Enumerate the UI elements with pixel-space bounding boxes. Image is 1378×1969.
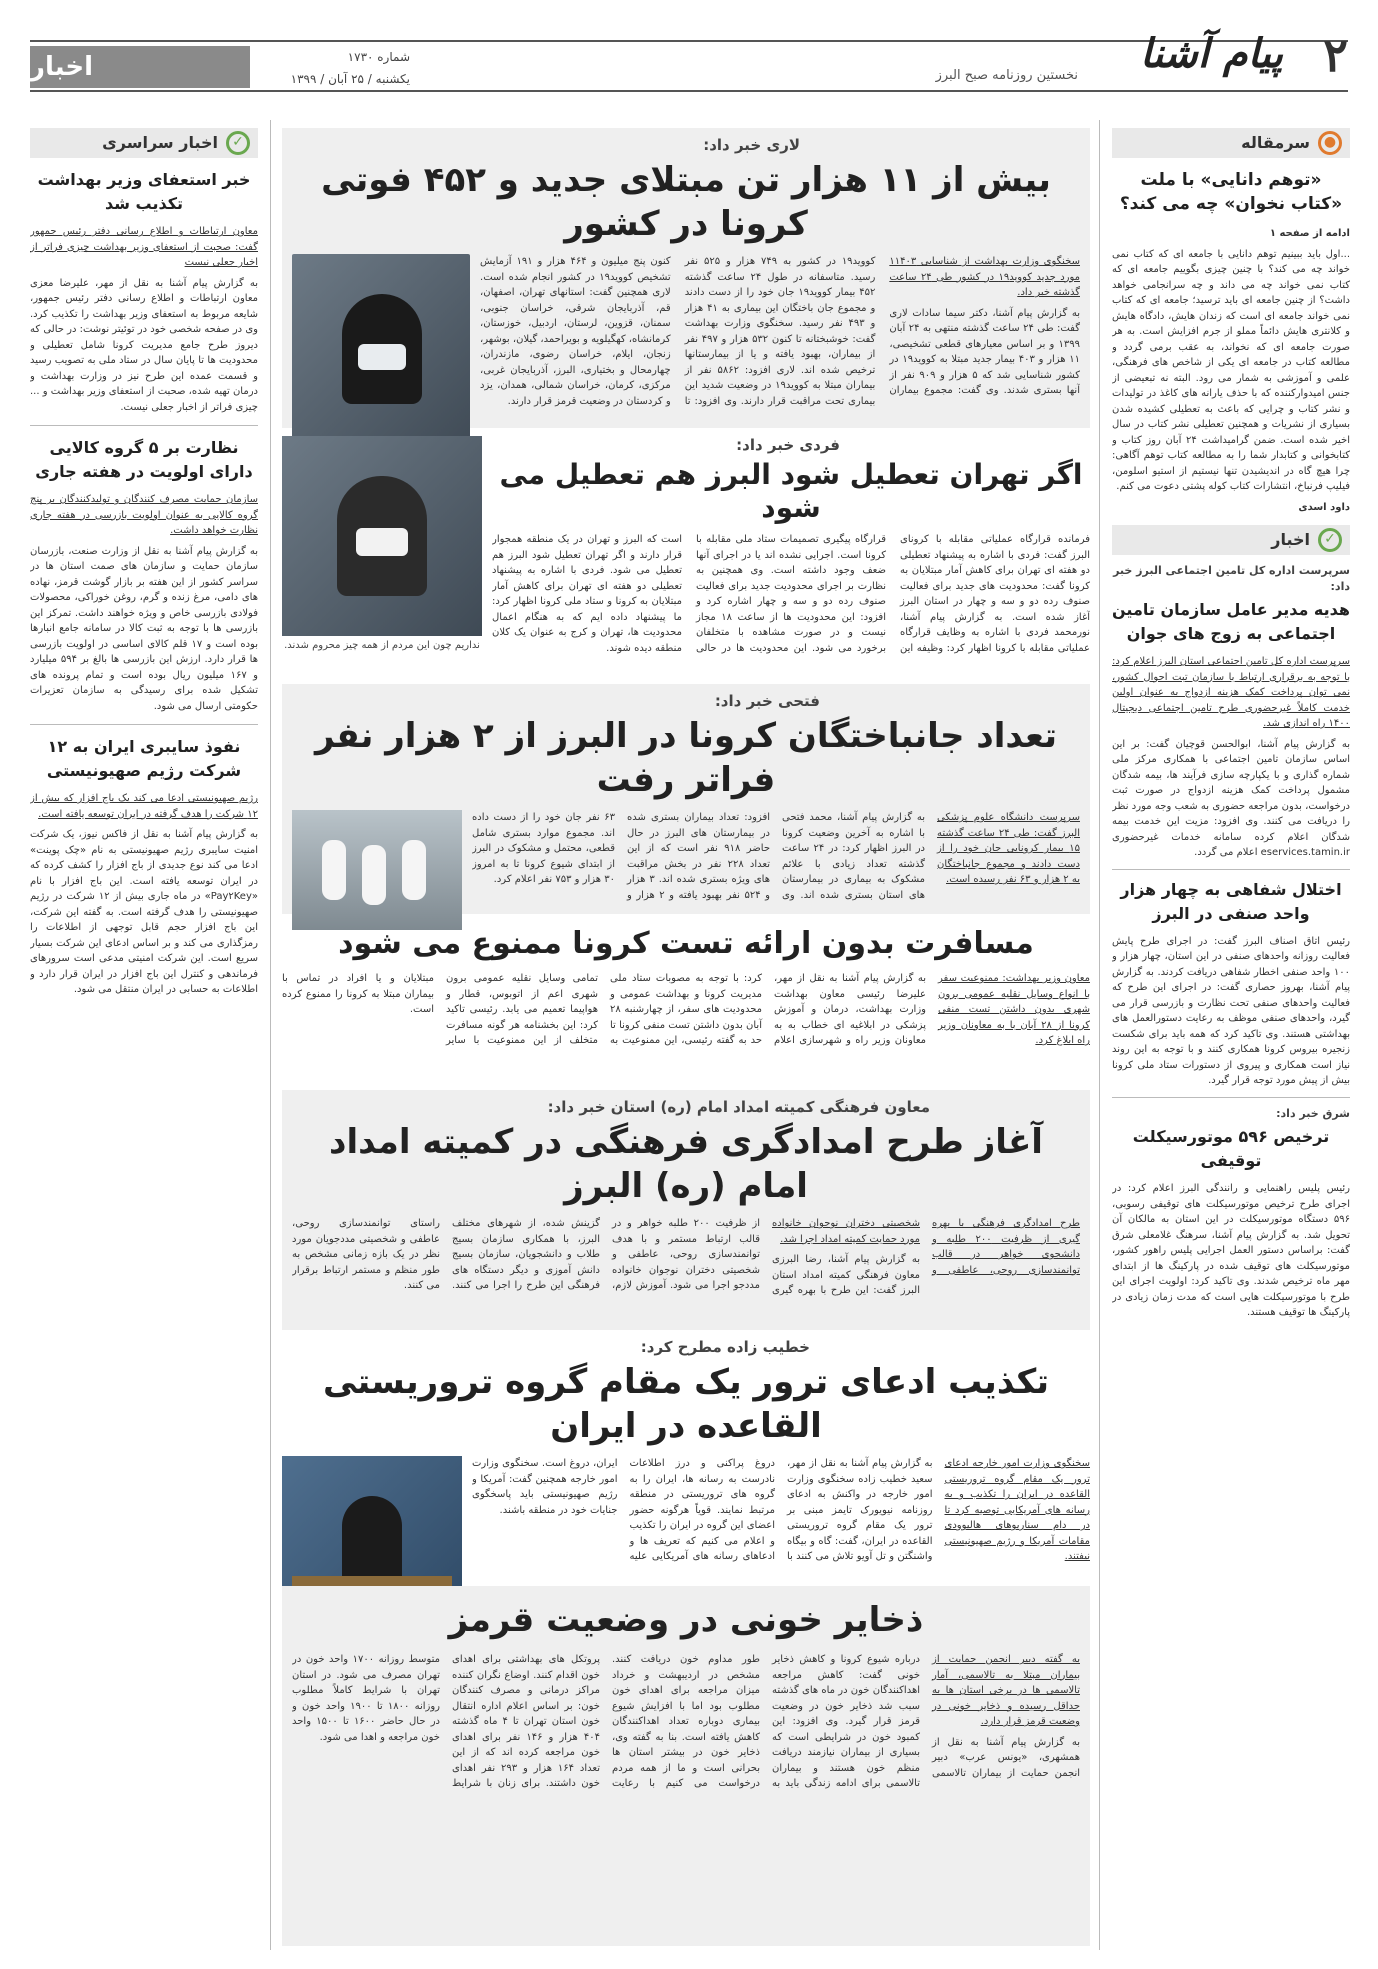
fathi-kicker: فتحی خبر داد: bbox=[714, 692, 820, 710]
hazmat-figure bbox=[362, 845, 386, 905]
lari-text bbox=[480, 254, 1080, 454]
story3-title: ترخیص ۵۹۶ موتورسیکلت توقیفی bbox=[1132, 1127, 1330, 1170]
fathi-body: به گزارش پیام آشنا، محمد فتحی با اشاره به آخرین وضعیت کرونا در البرز اظهار کرد: در ۲۴ ساعت گذشته تعداد زیادی با علائم مشکوک به بیماری در بیمارستان های استان بستری شده اند. وی افزود: تعداد بیماران بستری شده در بیمارستان های البرز در حال حاضر ۹۱۸ نفر است که از این تعداد ۲۲۸ نفر در بخش مراقبت های ویژه بستری شده اند. ۳ هزار و ۵۲۴ نفر بهبود یافته و ۲ هزار و ۶۳ نفر جان خود را از دست داده اند. مجموع موارد بستری شامل قطعی، محتمل و مشکوک در البرز از ابتدای شیوع کرونا تا به امروز ۳۰ هزار و ۷۵۳ نفر اعلام کرد. bbox=[472, 812, 925, 901]
right-column bbox=[1112, 128, 1350, 1948]
travel-story bbox=[282, 922, 1090, 1082]
lari-title: بیش از ۱۱ هزار تن مبتلای جدید و ۴۵۲ فوتی کرونا در کشور bbox=[321, 160, 1051, 244]
fathi-intro: سرپرست دانشگاه علوم پزشکی البرز گفت: طی ۲۴ ساعت گذشته ۱۵ بیمار کرونایی جان خود را از دست دادند و مجموع جانباختگان به ۲ هزار و ۶۳ نفر رسیده است. bbox=[937, 812, 1080, 885]
fardi-story bbox=[282, 436, 1090, 676]
check-icon: ✓ bbox=[226, 131, 250, 155]
travel-body: به گزارش پیام آشنا به نقل از مهر، علیرضا رئیسی معاون بهداشت وزارت بهداشت، درمان و آموزش پزشکی در ابلاغیه ای خطاب به به معاونان وزیر راه و شهرسازی اعلام کرد: با توجه به مصوبات ستاد ملی مدیریت کرونا و بهداشت عمومی و محدودیت های سفر، از چهارشنبه ۲۸ آبان بدون داشتن تست منفی کرونا تا حد به گفته رئیسی، این ممنوعیت به تمامی وسایل نقلیه عمومی برون شهری اعم از اتوبوس، قطار و هواپیما تعمیم می یابد. رئیسی تاکید کرد: این بخشنامه هر گونه مسافرت متخلف از این ممنوعیت با سایر مبتلایان و یا افراد در تماس با بیماران مبتلا به کرونا را ممنوع کرده است. bbox=[282, 973, 926, 1046]
khatib-body: به گزارش پیام آشنا به نقل از مهر، سعید خطیب زاده سخنگوی وزارت امور خارجه در واکنش به ادعای روزنامه نیویورک تایمز مبنی بر ترور یک مقام گروه تروریستی القاعده در ایران، گفت: گاه و بیگاه واشنگتن و تل آویو تلاش می کنند با دروغ پراکنی و درز اطلاعات نادرست به رسانه ها، ایران را به گروه های تروریستی در منطقه مرتبط نمایند. قویاً هرگونه حضور اعضای این گروه در ایران را تکذیب و اعلام می کنیم که تعریف ها و ادعاهای رسانه های آمریکایی علیه ایران، دروغ است. سخنگوی وزارت امور خارجه همچنین گفت: آمریکا و رژیم صهیونیستی باید پاسخگوی جنایات خود در منطقه باشند. bbox=[472, 1458, 933, 1562]
lari-intro: سخنگوی وزارت بهداشت از شناسایی ۱۱۴۰۳ مورد جدید کووید۱۹ در کشور طی ۲۴ ساعت گذشته خبر داد. bbox=[889, 256, 1080, 298]
left-column bbox=[30, 128, 258, 1948]
imdad-title: آغاز طرح امدادگری فرهنگی در کمیته امداد امام (ره) البرز bbox=[329, 1122, 1043, 1206]
national-news-header bbox=[30, 128, 258, 158]
newspaper-logo: پیام آشنا bbox=[1140, 30, 1283, 77]
fathi-photo bbox=[292, 810, 462, 930]
imdad-body: به گزارش پیام آشنا، رضا البرزی معاون فرهنگی کمیته امداد استان البرز گفت: این طرح با بهره گیری از ظرفیت ۲۰۰ طلبه خواهر و در قالب ارتباط مستمر و با هدف توانمندسازی روحی، عاطفی و شخصیتی دختران نوجوان خانواده مددجو اجرا می شود. آموزش لازم، گزینش شده، از شهرهای مختلف البرز، با همکاری سازمان بسیج طلاب و دانشجویان، سازمان بسیج دانش آموزی و دیگر دستگاه های فرهنگی این طرح را اجرا می کنند. راستای توانمندسازی روحی، عاطفی و شخصیتی مددجویان مورد نظر در یک بازه زمانی مشخص به طور منظم و مستمر ارتباط برقرار می کنند. bbox=[292, 1218, 920, 1296]
issue-number: شماره ۱۷۳۰ bbox=[347, 50, 410, 64]
divider bbox=[30, 724, 258, 725]
fathi-story bbox=[282, 684, 1090, 914]
mask-shape bbox=[358, 344, 406, 370]
lari-photo bbox=[292, 254, 470, 454]
blood-text bbox=[292, 1652, 1080, 1942]
story2-title: اختلال شفاهی به چهار هزار واحد صنفی در البرز bbox=[1120, 879, 1342, 923]
left-story1-body: به گزارش پیام آشنا به نقل از مهر، علیرضا معزی معاون ارتباطات و اطلاع رسانی دفتر رئیس جمهور، شایعه مربوط به استعفای وزیر بهداشت را تکذیب کرد. وی در صفحه شخصی خود در توئیتر نوشت: در حالی که دیروز طرح جامع مدیریت کرونا شامل تعطیلی و محدودیت ها تا پایان سال در ستاد ملی به تصویب رسید و قسمت عمده این طرح نیز در وزارت بهداشت و درمان تهیه شده، صحبت از استعفای وزیر بهداشت و ... چیزی فراتر از اخبار جعلی نیست. bbox=[30, 277, 258, 413]
left-story3-title: نفوذ سایبری ایران به ۱۲ شرکت رژیم صهیونیستی bbox=[46, 737, 242, 780]
story3-body: رئیس پلیس راهنمایی و رانندگی البرز اعلام کرد: در اجرای طرح ترخیص موتورسیکلت های توقیفی رسوبی، ۵۹۶ دستگاه موتورسیکلت در این استان به مالکان آن تحویل شد. به گزارش پیام آشنا، سرهنگ غلامعلی شرق گفت: براساس دستور العمل اجرایی پلیس راهور کشور، موتورسیکلت های توقیف شده در پارکینگ ها از ابتدای مهر ماه ترخیص شدند. وی تاکید کرد: اولویت اجرای این طرح با موتورسیکلت هایی است که مدت زمان زیادی در پارکینگ ها توقیف هستند. bbox=[1112, 1183, 1350, 1318]
imdad-story bbox=[282, 1090, 1090, 1330]
blood-story bbox=[282, 1586, 1090, 1946]
issue-info bbox=[270, 46, 410, 90]
editorial-title: «توهم دانایی» با ملت «کتاب نخوان» چه می کند؟ bbox=[1119, 170, 1343, 214]
fardi-title: اگر تهران تعطیل شود البرز هم تعطیل می شود bbox=[499, 458, 1083, 524]
masthead bbox=[0, 0, 1378, 88]
story1-kicker: سرپرست اداره کل تامین اجتماعی البرز خبر داد: bbox=[1113, 564, 1350, 593]
blood-body: به گزارش پیام آشنا به نقل از همشهری، «یونس عرب» دبیر انجمن حمایت از بیماران تالاسمی درباره شیوع کرونا و کاهش ذخایر خونی گفت: کاهش مراجعه اهداکنندگان خون در ماه های گذشته سبب شد ذخایر خون در وضعیت قرمز قرار گیرد. وی افزود: این کمبود خون در شرایطی است که بسیاری از بیماران نیازمند دریافت منظم خون هستند و بیماران تالاسمی برای ادامه زندگی باید به طور مداوم خون دریافت کنند. مشخص در اردیبهشت و خرداد میزان مراجعه برای اهدای خون مطلوب بود اما با افزایش شیوع بیماری دوباره تعداد اهداکنندگان کاهش یافته است. بنا به گفته وی، ذخایر خون در بیشتر استان ها بحرانی است و ما از همه مردم درخواست می کنیم با رعایت پروتکل های بهداشتی برای اهدای خون اقدام کنند. اوضاع نگران کننده مراکز درمانی و مصرف کنندگان خون: بر اساس اعلام اداره انتقال خون استان تهران تا ۴ ماه گذشته ۴۰۴ هزار و ۱۴۶ نفر برای اهدای خون مراجعه کرده اند که از این تعداد ۱۶۴ هزار و ۲۹۳ نفر اهدای خون داشتند. برای زنان با شرایط متوسط روزانه ۱۷۰۰ واحد خون در تهران مصرف می شود. در استان تهران با شرایط کاملاً مطلوب روزانه ۱۸۰۰ تا ۱۹۰۰ واحد خون و در حال حاضر ۱۶۰۰ تا ۱۵۰۰ واحد خون مراجعه و اهدا می شود. bbox=[292, 1654, 1080, 1789]
editorial-header-label: سرمقاله bbox=[1241, 133, 1310, 153]
column-divider bbox=[270, 120, 271, 1950]
blood-intro: به گفته دبیر انجمن حمایت از بیماران مبتلا به تالاسمی، آمار تالاسمی ها در برخی استان ها به حداقل رسیده و ذخایر خونی در وضعیت قرمز قرار دارد. bbox=[932, 1654, 1080, 1727]
fardi-text bbox=[492, 532, 1090, 682]
imdad-text bbox=[292, 1216, 1080, 1356]
hazmat-figure bbox=[322, 840, 346, 900]
left-story2-body: به گزارش پیام آشنا به نقل از وزارت صنعت، بازرسان سازمان حمایت و سازمان های صمت استان ها در سراسر کشور از این هفته بر بازار گوشت قرمز، نهاده های دامی، مرغ زنده و گرم، روغن خوراکی، محصولات فولادی بازرسی خاص و ویژه خواهند داشت. تمرکز این بازرسی ها با توجه به ثبت کالا در سامانه جامع انبارها بوده است و ۱۷ قلم کالای اساسی در اولویت بازرسی ها قرار دارد. ارزش این بازرسی ها بالغ بر ۵۹۴ میلیارد و ۱۶۷ میلیون ریال بوده است و تمام پرونده های تشکیل شده برای رسیدگی به سازمان تعزیرات حکومتی ارسال می شود. bbox=[30, 545, 258, 712]
khatib-title: تکذیب ادعای ترور یک مقام گروه تروریستی القاعده در ایران bbox=[322, 1362, 1050, 1446]
issue-date: یکشنبه / ۲۵ آبان / ۱۳۹۹ bbox=[290, 72, 410, 86]
story1-title: هدیه مدیر عامل سازمان تامین اجتماعی به زوج های جوان bbox=[1112, 600, 1350, 643]
fardi-photo bbox=[282, 436, 482, 636]
left-story2-intro: سازمان حمایت مصرف کنندگان و تولیدکنندگان بر پنج گروه کالایی به عنوان اولویت بازرسی در هفته جاری نظارت خواهد داشت. bbox=[30, 494, 258, 536]
imdad-kicker: معاون فرهنگی کمیته امداد امام (ره) استان خبر داد: bbox=[547, 1098, 930, 1116]
khatib-story bbox=[282, 1338, 1090, 1578]
column-divider bbox=[1099, 120, 1100, 1950]
left-story1-intro: معاون ارتباطات و اطلاع رسانی دفتر رئیس جمهور گفت: صحبت از استعفای وزیر بهداشت چیزی فراتر از اخبار جعلی نیست bbox=[30, 226, 258, 268]
left-story2-title: نظارت بر ۵ گروه کالایی دارای اولویت در هفته جاری bbox=[35, 438, 253, 481]
left-story3-intro: رژیم صهیونیستی ادعا می کند یک باج افزار که بیش از ۱۲ شرکت را هدف گرفته در ایران توسعه یافته است. bbox=[30, 793, 258, 820]
khatib-intro: سخنگوی وزارت امور خارجه ادعای ترور یک مقام گروه تروریستی القاعده در ایران را تکذیب و به رسانه های آمریکایی توصیه کرد تا در دام سناریوهای هالیوودی مقامات آمریکا و رژیم صهیونیستی نیفتند. bbox=[944, 1458, 1090, 1562]
news-header-label: اخبار bbox=[1271, 530, 1310, 550]
fardi-kicker: فردی خبر داد: bbox=[736, 436, 840, 454]
left-story1-title: خبر استعفای وزیر بهداشت تکذیب شد bbox=[37, 170, 251, 213]
editorial-body: ...اول باید ببینیم توهم دانایی با جامعه ای که کتاب نمی خواند چه می کند؟ با چنین چیزی بگوییم جامعه ای که کتاب نمی خواند چه می داند و چه سرانجامی خواهد داشت؟ از چنین جامعه ای باید ترسید؛ جامعه ای که کتاب نمی خواند جامعه ای است که زندان هایش، دادگاه هایش و کلانتری هایش دائماً مملو از جرم افزایش است. به هر صورت جامعه ای که نخواند، به عقب برمی گردد و مطالعه کتاب در جامعه ای یکی از شاخص های فرهنگی، علمی و آموزشی به شمار می رود. البته نه تبعیضی از جنس امیدوارکننده که با حذف یارانه های کاغذ در تولیدات و نشر کتاب و چرایی که باعث به تعطیلی کشیده شدن بسیاری از نشریات و همچنین تعطیلی نشر کتاب در سال اخیر شده است. ضمن گرامیداشت ۲۴ آبان روز کتاب و کتابخوانی و کتابدار شما را به مطالعه کتاب توهم آگاهی: چرا هیچ گاه در اندیشیدن تنها نیستیم از استیو اسلومن، فیلیپ فرنباخ، انتشارات کتاب کوله پشتی دعوت می کنم. bbox=[1112, 248, 1350, 492]
imdad-intro: طرح امدادگری فرهنگی با بهره گیری از ظرفیت ۲۰۰ طلبه و دانشجوی خواهر در قالب توانمندسازی روحی، عاطفی و شخصیتی دختران نوجوان خانواده مورد حمایت کمیته امداد اجرا شد. bbox=[772, 1218, 1080, 1276]
mask-shape bbox=[356, 528, 408, 556]
fathi-text bbox=[472, 810, 1080, 930]
lari-kicker: لاری خبر داد: bbox=[703, 136, 800, 154]
divider bbox=[30, 425, 258, 426]
lari-story bbox=[282, 128, 1090, 428]
travel-title: مسافرت بدون ارائه تست کرونا ممنوع می شود bbox=[338, 926, 1034, 961]
editorial-lead: ادامه از صفحه ۱ bbox=[1269, 228, 1350, 239]
travel-text bbox=[282, 971, 1090, 1071]
masthead-bottom-rule bbox=[30, 90, 1348, 92]
editorial-header bbox=[1112, 128, 1350, 158]
blood-title: ذخایر خونی در وضعیت قرمز bbox=[448, 1600, 924, 1640]
editorial-icon: ● bbox=[1318, 131, 1342, 155]
khatib-kicker: خطیب زاده مطرح کرد: bbox=[640, 1338, 810, 1356]
hazmat-figure bbox=[402, 840, 426, 900]
check-icon: ✓ bbox=[1318, 528, 1342, 552]
story3-kicker: شرق خبر داد: bbox=[1276, 1106, 1350, 1120]
travel-intro: معاون وزیر بهداشت: ممنوعیت سفر با انواع وسایل نقلیه عمومی برون شهری بدون داشتن تست منفی کرونا از ۲۸ آبان با به معاونان وزیر راه ابلاغ کرد. bbox=[938, 973, 1090, 1046]
editorial-author: داود اسدی bbox=[1298, 501, 1350, 513]
lari-body: به گزارش پیام آشنا، دکتر سیما سادات لاری گفت: طی ۲۴ ساعت گذشته منتهی به ۲۴ آبان ۱۳۹۹ و بر اساس معیارهای قطعی تشخیصی، ۱۱ هزار و ۴۰۳ بیمار جدید مبتلا به کووید۱۹ در کشور شناسایی شد که ۵ هزار و ۹۰۹ نفر از آنها بستری شدند. وی گفت: مجموع بیماران کووید۱۹ در کشور به ۷۴۹ هزار و ۵۲۵ نفر رسید. متاسفانه در طول ۲۴ ساعت گذشته ۴۵۲ بیمار کووید۱۹ جان خود را از دست دادند و مجموع جان باختگان این بیماری به ۴۱ هزار و ۴۹۳ نفر رسید. سخنگوی وزارت بهداشت گفت: خوشبختانه تا کنون ۵۳۲ هزار و ۴۹۷ نفر از بیماران، بهبود یافته و یا از بیمارستانها ترخیص شده اند. لاری افزود: ۵۸۶۲ نفر از بیماران مبتلا به کووید۱۹ در وضعیت شدید این بیماری تحت مراقبت قرار دارند. وی افزود: تا کنون پنج میلیون و ۴۶۴ هزار و ۱۹۱ آزمایش تشخیص کووید۱۹ در کشور انجام شده است. لاری همچنین گفت: استانهای تهران، اصفهان، قم، آذربایجان شرقی، خراسان جنوبی، سمنان، قزوین، لرستان، اردبیل، خوزستان، کرمانشاه، کهگیلویه و بویراحمد، گیلان، بوشهر، زنجان، ایلام، خراسان رضوی، مازندران، چهارمحال و بختیاری، البرز، آذربایجان غربی، مرکزی، کرمان، خراسان شمالی، همدان، یزد و کردستان در وضعیت قرمز قرار دارند. bbox=[480, 256, 1080, 407]
fardi-caption: نداریم چون این مردم از همه چیز محروم شدند. bbox=[284, 640, 480, 651]
national-news-header-label: اخبار سراسری bbox=[102, 133, 218, 153]
tagline: نخستین روزنامه صبح البرز bbox=[935, 68, 1078, 83]
story1-body: به گزارش پیام آشنا، ابوالحسن قوچیان گفت: بر این اساس سازمان تامین اجتماعی با همکاری مرکز ملی شماره گذاری و با یکپارچه سازی فرآیند ها، بیمه شدگان مشمول پرداخت کمک هزینه ازدواج در صورت ثبت درخواست، بدون مراجعه حضوری به شعب وجه مورد نظر را دریافت می کنند. وی افزود: مزیت این خدمت بیمه شدگان اعلام کرده سامانه خدمات غیرحضوری eservices.tamin.ir اعلام می گردد. bbox=[1112, 738, 1350, 858]
divider bbox=[1112, 1097, 1350, 1098]
story1-intro: سرپرست اداره کل تامین اجتماعی استان البرز اعلام کرد: با توجه به برقراری ارتباط با سازمان تبت احوال کشور، نمی توان پرداخت کمک هزینه ازدواج به عنوان اولین خدمت کاملاً غیرحضوری طرح تامین اجتماعی دیجیتال ۱۴۰۰ راه اندازی شد. bbox=[1112, 656, 1350, 729]
page-number: ۲ bbox=[1323, 28, 1348, 82]
fathi-title: تعداد جانباختگان کرونا در البرز از ۲ هزار نفر فراتر رفت bbox=[315, 716, 1057, 800]
fardi-body: فرمانده قرارگاه عملیاتی مقابله با کرونای البرز گفت: فردی با اشاره به پیشنهاد تعطیلی دو هفته ای تهران برای کاهش آمار مبتلایان به کرونا گفت: محدودیت های جدید برای فعالیت صنوف رده دو و سه و چهار در استان البرز آغاز شده است. به گزارش پیام آشنا، نورمحمد فردی با اشاره به وظایف قرارگاه عملیاتی مقابله با کرونا اظهار کرد: وظیفه این قرارگاه پیگیری تصمیمات ستاد ملی مقابله با کرونا است. اجرایی نشده اند یا در اجرای آنها ضعف وجود داشته است. وی همچنین به نظارت بر اجرای محدودیت جدید برای فعالیت صنوف رده دو و سه و چهار اشاره کرد و افزود: این محدودیت ها از ساعت ۱۸ مجاز نیست و در صورت مشاهده با متخلفان برخورد می شود. این محدودیت ها در حالی است که البرز و تهران در یک منطقه همجوار قرار دارند و اگر تهران تعطیل شود البرز هم تعطیل می شود. فردی با اشاره به پیشنهاد تعطیلی دو هفته ای تهران برای کاهش آمار مبتلایان به کرونا و ستاد ملی کرونا اظهار کرد: ما پیشنهاد داده ایم که به هنگام اعمال محدودیت ها، تهران و کرج به عنوان یک کلان منطقه دیده شوند. bbox=[492, 534, 1090, 654]
section-label: اخبار bbox=[30, 46, 250, 88]
divider bbox=[1112, 869, 1350, 870]
left-story3-body: به گزارش پیام آشنا به نقل از فاکس نیوز، یک شرکت امنیت سایبری رژیم صهیونیستی به نام «چک پوینت» ادعا می کند نوع جدیدی از باج افزار را کشف کرده که در ایران توسعه یافته است. این باج افزار با نام «Pay۲Key» در ماه جاری بیش از ۱۲ شرکت در رژیم صهیونیستی را هدف گرفته است. به گفته این شرکت، این باج افزار حجم قابل توجهی از اطلاعات را رمزگذاری می کند و بر اساس ادعای این شرکت بسیار سریع است. این شرکت امنیتی مدعی است سرورهای فرماندهی و کنترل این باج افزار در ایران قرار دارد و اطلاعات به حسابی در ایران منتقل می شود. bbox=[30, 829, 258, 995]
story2-body: رئیس اتاق اصناف البرز گفت: در اجرای طرح پایش فعالیت روزانه واحدهای صنفی در این استان، چهار هزار و ۱۰۰ واحد صنفی اخطار شفاهی دریافت کردند. به گزارش پیام آشنا، بهروز حصاری گفت: در اجرای این طرح که فعالیت واحدهای صنفی تحت نظارت و بازرسی قرار می گیرد، واحدهای صنفی موظف به رعایت دستورالعمل های بهداشتی هستند. وی تاکید کرد که همه باید برای شکست زنجیره بیروس کرونا همکاری کنند و با توجه به این روند نیاز است همکاری و پیروی از دستورات ستاد ملی کرونا بیش از پیش مورد توجه قرار گیرد. bbox=[1112, 935, 1350, 1086]
news-header bbox=[1112, 525, 1350, 555]
